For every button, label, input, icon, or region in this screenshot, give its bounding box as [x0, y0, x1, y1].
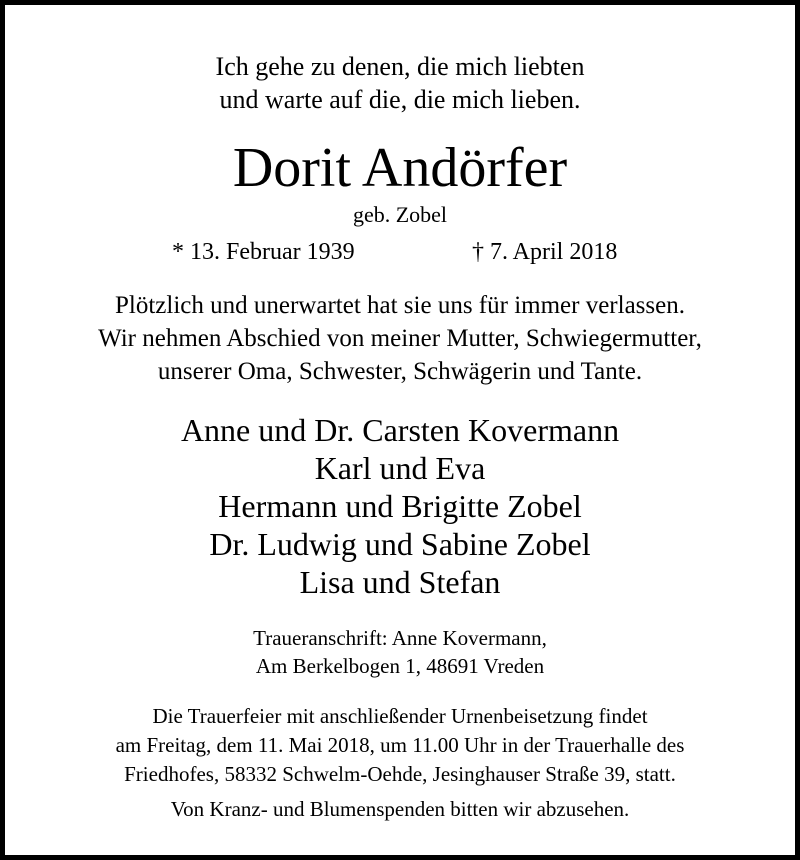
address-line-1: Traueranschrift: Anne Kovermann,: [253, 626, 547, 650]
verse-line-1: Ich gehe zu denen, die mich liebten: [215, 52, 585, 81]
family-line-5: Lisa und Stefan: [299, 564, 501, 600]
verse-line-2: und warte auf die, die mich lieben.: [219, 85, 581, 114]
ceremony-line-2: am Freitag, dem 11. Mai 2018, um 11.00 Uhr in der Trauerhalle des: [115, 733, 685, 757]
message-line-2: Wir nehmen Abschied von meiner Mutter, Schwiegermutter,: [98, 325, 702, 352]
message-line-1: Plötzlich und unerwartet hat sie uns für immer verlassen.: [115, 292, 685, 319]
birth-date: * 13. Februar 1939: [172, 239, 355, 265]
family-line-1: Anne und Dr. Carsten Kovermann: [180, 412, 620, 448]
ceremony-line-1: Die Trauerfeier mit anschließender Urnenbeisetzung findet: [152, 704, 648, 728]
family-line-3: Hermann und Brigitte Zobel: [218, 488, 582, 524]
flowers-note: Von Kranz- und Blumenspenden bitten wir abzusehen.: [170, 797, 630, 821]
birth-name: geb. Zobel: [352, 202, 448, 227]
death-date: † 7. April 2018: [472, 239, 618, 265]
ceremony-line-3: Friedhofes, 58332 Schwelm-Oehde, Jesinghauser Straße 39, statt.: [124, 762, 676, 786]
address-line-2: Am Berkelbogen 1, 48691 Vreden: [255, 654, 545, 678]
deceased-name: Dorit Andörfer: [232, 137, 568, 199]
life-dates: [5, 237, 795, 267]
family-line-4: Dr. Ludwig und Sabine Zobel: [209, 526, 591, 562]
message-line-3: unserer Oma, Schwester, Schwägerin und Tante.: [157, 358, 643, 385]
family-line-2: Karl und Eva: [314, 450, 486, 486]
